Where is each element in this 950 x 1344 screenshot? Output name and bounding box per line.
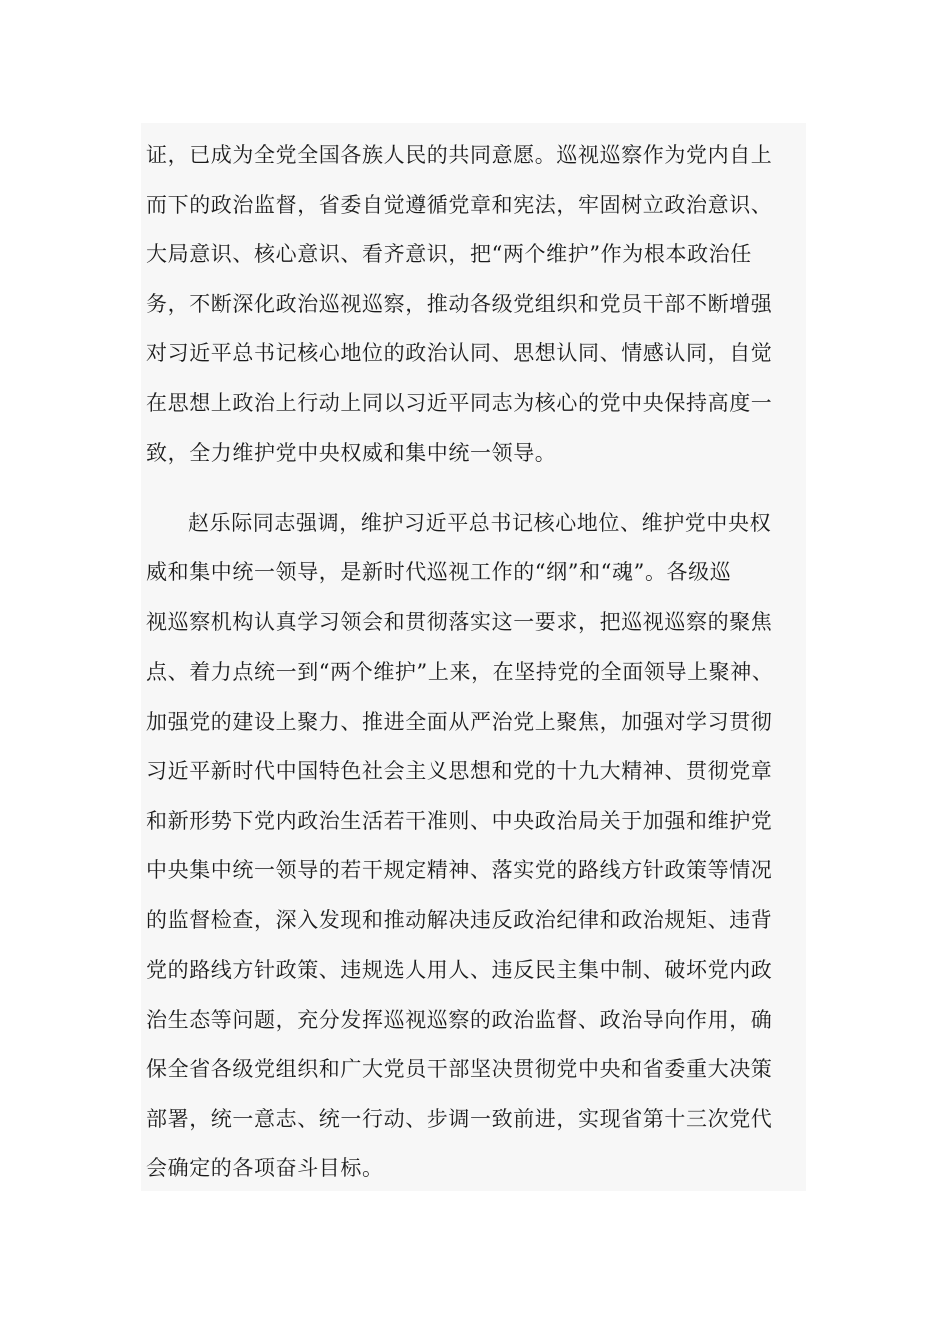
- paragraph-1-line: 在思想上政治上行动上同以习近平同志为核心的党中央保持高度一: [146, 391, 773, 415]
- paragraph-2-line: 保全省各级党组织和广大党员干部坚决贯彻党中央和省委重大决策: [146, 1057, 773, 1081]
- paragraph-2-line: 治生态等问题，充分发挥巡视巡察的政治监督、政治导向作用，确: [146, 1008, 773, 1032]
- paragraph-1-line: 而下的政治监督，省委自觉遵循党章和宪法，牢固树立政治意识、: [146, 193, 773, 217]
- paragraph-2-line: 视巡察机构认真学习领会和贯彻落实这一要求，把巡视巡察的聚焦: [146, 610, 773, 634]
- paragraph-2-line: 和新形势下党内政治生活若干准则、中央政治局关于加强和维护党: [146, 809, 773, 833]
- paragraph-2-line: 赵乐际同志强调，维护习近平总书记核心地位、维护党中央权: [188, 511, 772, 535]
- paragraph-1-line: 致，全力维护党中央权威和集中统一领导。: [146, 441, 557, 465]
- paragraph-2-line: 点、着力点统一到“两个维护”上来，在坚持党的全面领导上聚神、: [146, 660, 774, 684]
- paragraph-2-line: 党的路线方针政策、违规选人用人、违反民主集中制、破坏党内政: [146, 958, 773, 982]
- paragraph-1-line: 大局意识、核心意识、看齐意识，把“两个维护”作为根本政治任: [146, 242, 752, 266]
- document-text-block: [141, 123, 806, 1191]
- paragraph-2-line: 的监督检查，深入发现和推动解决违反政治纪律和政治规矩、违背: [146, 908, 773, 932]
- paragraph-2-line: 加强党的建设上聚力、推进全面从严治党上聚焦，加强对学习贯彻: [146, 710, 773, 734]
- paragraph-2-line: 习近平新时代中国特色社会主义思想和党的十九大精神、贯彻党章: [146, 759, 773, 783]
- paragraph-1-line: 证，已成为全党全国各族人民的共同意愿。巡视巡察作为党内自上: [146, 143, 773, 167]
- paragraph-1-line: 对习近平总书记核心地位的政治认同、思想认同、情感认同，自觉: [146, 341, 773, 365]
- paragraph-1-line: 务，不断深化政治巡视巡察，推动各级党组织和党员干部不断增强: [146, 292, 773, 316]
- paragraph-2-line: 中央集中统一领导的若干规定精神、落实党的路线方针政策等情况: [146, 858, 773, 882]
- paragraph-2-line: 威和集中统一领导，是新时代巡视工作的“纲”和“魂”。各级巡: [146, 560, 732, 584]
- paragraph-2-line: 部署，统一意志、统一行动、步调一致前进，实现省第十三次党代: [146, 1107, 773, 1131]
- paragraph-2-line: 会确定的各项奋斗目标。: [146, 1156, 384, 1180]
